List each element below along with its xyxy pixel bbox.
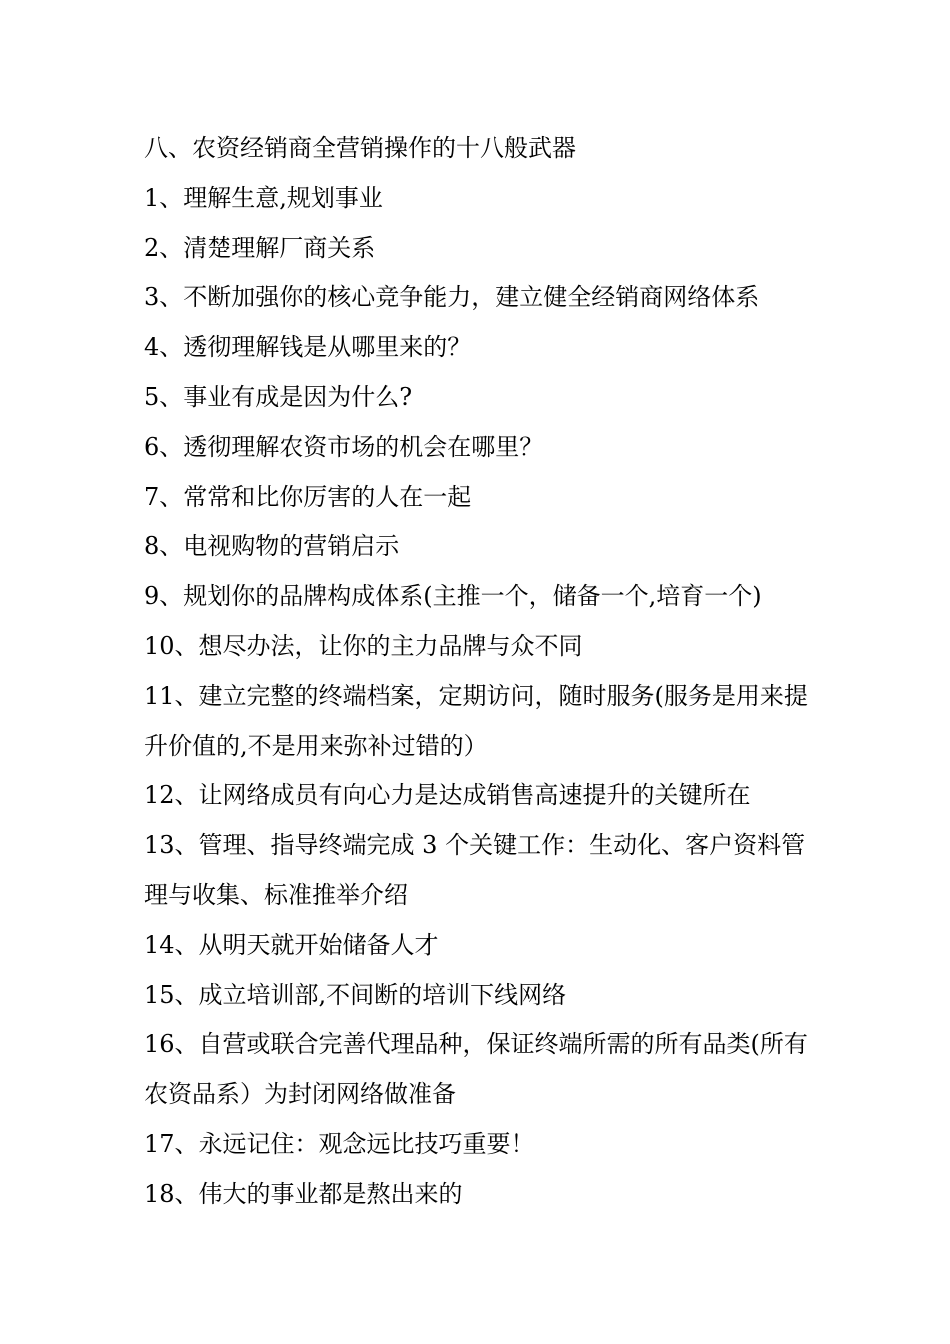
list-item-4: 4、透彻理解钱是从哪里来的？ [144,333,472,362]
section-heading: 八、农资经销商全营销操作的十八般武器 [144,134,576,162]
list-item-11: 11、建立完整的终端档案，定期访问，随时服务(服务是用来提升价值的,不是用来弥补过错的） [144,681,808,760]
list-item-2: 2、清楚理解厂商关系 [144,233,376,262]
list-item-6: 6、透彻理解农资市场的机会在哪里？ [144,432,544,461]
list-item-10: 10、想尽办法，让你的主力品牌与众不同 [144,631,583,660]
list-item-15: 15、成立培训部,不间断的培训下线网络 [144,980,567,1009]
list-item-17: 17、永远记住：观念远比技巧重要！ [144,1129,535,1158]
list-item-7: 7、常常和比你厉害的人在一起 [144,482,472,511]
list-item-5: 5、事业有成是因为什么? [144,382,413,411]
list-item-16: 16、自营或联合完善代理品种，保证终端所需的所有品类(所有农资品系）为封闭网络做准备 [144,1030,808,1109]
list-item-14: 14、从明天就开始储备人才 [144,930,439,959]
list-item-12: 12、让网络成员有向心力是达成销售高速提升的关键所在 [144,781,751,810]
list-item-13: 13、管理、指导终端完成 3 个关键工作：生动化、客户资料管理与收集、标准推举介绍 [144,831,806,909]
list-item-9: 9、规划你的品牌构成体系(主推一个，储备一个,培育一个) [144,582,762,611]
list-item-1: 1、理解生意,规划事业 [144,183,383,212]
list-item-3: 3、不断加强你的核心竞争能力，建立健全经销商网络体系 [144,283,760,312]
document-body [144,124,810,1220]
list-item-18: 18、伟大的事业都是熬出来的 [144,1179,463,1208]
list-item-8: 8、电视购物的营销启示 [144,532,400,561]
